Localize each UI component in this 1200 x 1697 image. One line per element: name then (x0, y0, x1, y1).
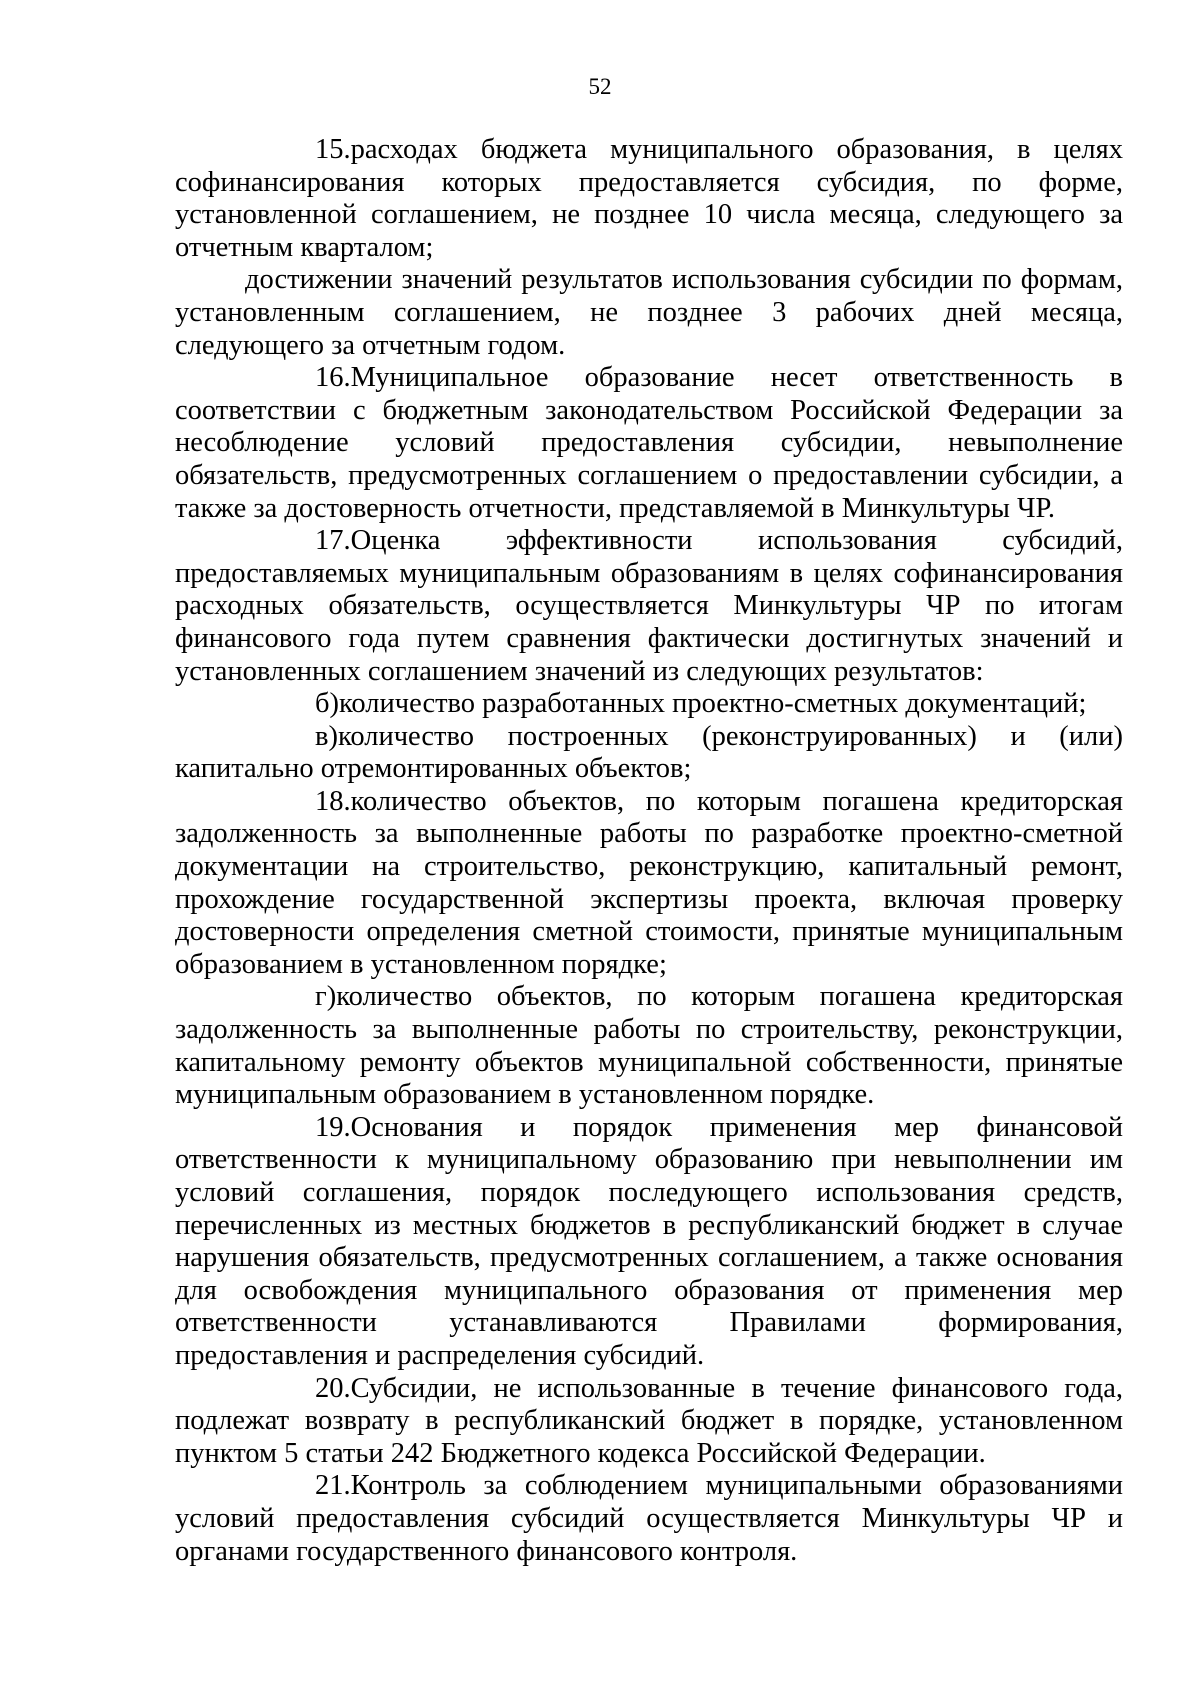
paragraph-18 (175, 786, 1123, 982)
paragraph-15 (175, 134, 1123, 264)
paragraph-text: Муниципальное образование несет ответственность в соответствии с бюджетным законодательством Российской Федерации за несоблюдение условий предоставления субсидии, невыполнение обязательств, предусмотренных соглашением о предоставлении субсидии, а также за достоверность отчетности, представляемой в Минкультуры ЧР. (175, 362, 1123, 524)
paragraph-text: Субсидии, не использованные в течение финансового года, подлежат возврату в республиканский бюджет в порядке, установленном пунктом 5 статьи 242 Бюджетного кодекса Российской Федерации. (175, 1372, 1123, 1469)
subitem-g (175, 981, 1123, 1111)
paragraph-17 (175, 525, 1123, 688)
paragraph-text: Основания и порядок применения мер финансовой ответственности к муниципальному образованию при невыполнении им условий соглашения, порядок последующего использования средств, перечисленных из местных бюджетов в республиканский бюджет в случае нарушения обязательств, предусмотренных соглашением, а также основания для освобождения муниципального образования от применения мер ответственности устанавливаются Правилами формирования, предоставления и распределения субсидий. (175, 1111, 1123, 1371)
paragraph-15-continuation (175, 264, 1123, 362)
page-number: 52 (588, 74, 612, 99)
paragraph-16 (175, 362, 1123, 525)
paragraph-20 (175, 1373, 1123, 1471)
document-body (175, 134, 1123, 1568)
paragraph-text: расходах бюджета муниципального образования, в целях софинансирования которых предоставляется субсидия, по форме, установленной соглашением, не позднее 10 числа месяца, следующего за отчетным кварталом; (175, 134, 1123, 263)
paragraph-number: 15. (315, 134, 351, 165)
subitem-letter: г) (315, 981, 337, 1013)
paragraph-number: 21. (315, 1470, 351, 1502)
paragraph-number: 16. (315, 362, 351, 394)
paragraph-text: Контроль за соблюдением муниципальными образованиями условий предоставления субсидий осуществляется Минкультуры ЧР и органами государственного финансового контроля. (175, 1470, 1123, 1567)
paragraph-text: достижении значений результатов использования субсидии по формам, установленным соглашением, не позднее 3 рабочих дней месяца, следующего за отчетным годом. (175, 264, 1123, 361)
paragraph-number: 19. (315, 1111, 351, 1143)
paragraph-text: количество объектов, по которым погашена кредиторская задолженность за выполненные работы по строительству, реконструкции, капитальному ремонту объектов муниципальной собственности, принятые муниципальным образованием в установленном порядке. (175, 981, 1123, 1111)
paragraph-21 (175, 1470, 1123, 1568)
paragraph-number: 18. (315, 785, 351, 817)
paragraph-number: 17. (315, 525, 351, 557)
paragraph-text: количество построенных (реконструированных) и (или) капитально отремонтированных объектов; (175, 720, 1123, 785)
paragraph-text: Оценка эффективности использования субсидий, предоставляемых муниципальным образованиям в целях софинансирования расходных обязательств, осуществляется Минкультуры ЧР по итогам финансового года путем сравнения фактически достигнутых значений и установленных соглашением значений из следующих результатов: (175, 525, 1123, 687)
paragraph-text: количество разработанных проектно-сметных документаций; (339, 688, 1087, 720)
paragraph-text: количество объектов, по которым погашена кредиторская задолженность за выполненные работы по разработке проектно-сметной документации на строительство, реконструкцию, капитальный ремонт, прохождение государственной экспертизы проекта, включая проверку достоверности определения сметной стоимости, принятые муниципальным образованием в установленном порядке; (175, 785, 1123, 980)
subitem-letter: б) (315, 688, 339, 720)
paragraph-19 (175, 1112, 1123, 1373)
subitem-v (175, 721, 1123, 786)
subitem-b (175, 688, 1123, 721)
paragraph-number: 20. (315, 1372, 351, 1404)
subitem-letter: в) (315, 720, 338, 752)
